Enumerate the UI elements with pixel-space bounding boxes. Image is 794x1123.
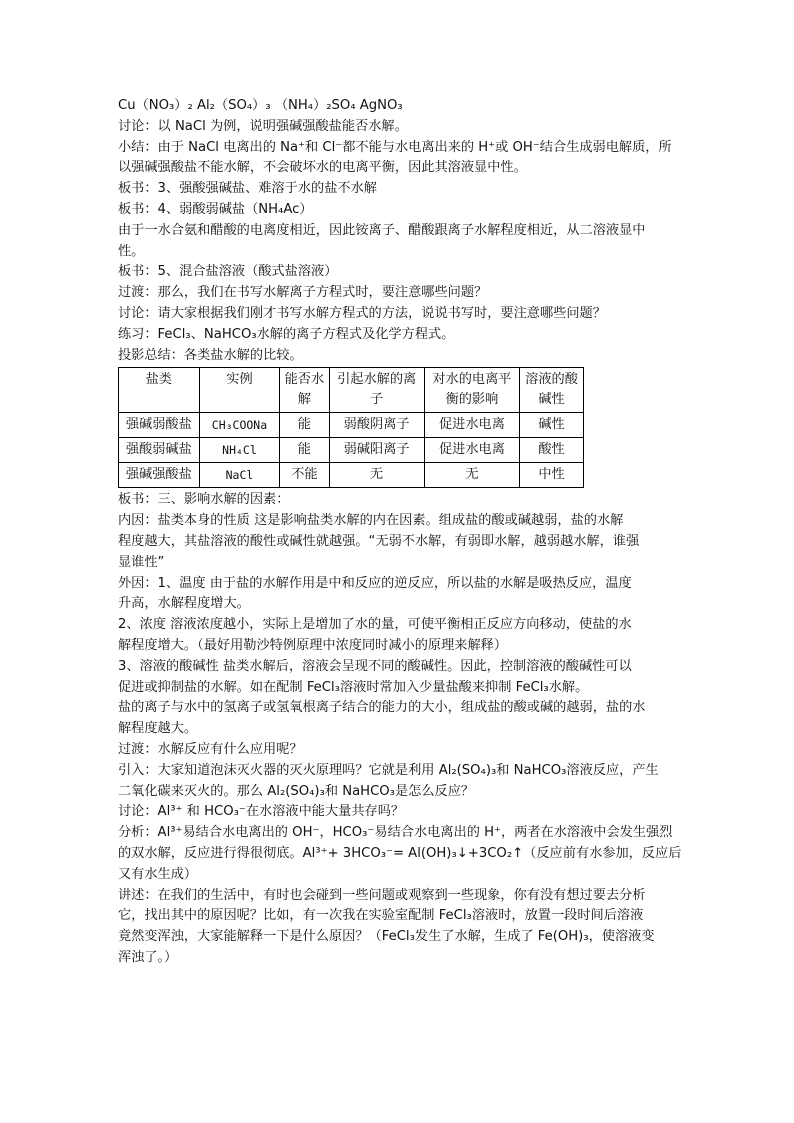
paragraph-line: 二氧化碳来灭火的。那么 Al₂(SO₄)₃和 NaHCO₃是怎么反应？ — [118, 783, 475, 799]
table-cell: 无 — [424, 463, 519, 488]
table-cell: 不能 — [280, 463, 329, 488]
board-note-3: 板书：3、强酸强碱盐、难溶于水的盐不水解 — [118, 181, 377, 197]
salt-list-line: Cu（NO₃）₂ Al₂（SO₄）₃ （NH₄）₂SO₄ AgNO₃ — [118, 98, 403, 113]
table-cell: CH₃COONa — [199, 413, 280, 438]
paragraph-line: 解程度越大。 — [118, 721, 198, 737]
table-cell: NaCl — [199, 463, 280, 488]
paragraph-line: 升高，水解程度增大。 — [118, 596, 250, 612]
introduction-line: 引入：大家知道泡沫灭火器的灭火原理吗？它就是利用 Al₂(SO₄)₃和 NaHCO₃溶液反应，产生 — [118, 762, 659, 778]
table-cell: NH₄Cl — [199, 438, 280, 463]
board-note-5: 板书：5、混合盐溶液（酸式盐溶液） — [118, 264, 338, 280]
board-note-4: 板书：4、弱酸弱碱盐（NH₄Ac） — [118, 201, 313, 217]
table-row — [119, 463, 584, 488]
paragraph-line: 性。 — [118, 243, 145, 259]
external-factor-concentration: 2、浓度 溶液浓度越小，实际上是增加了水的量，可使平衡相正反应方向移动，使盐的水 — [118, 617, 632, 633]
paragraph-line: 它，找出其中的原因呢？比如，有一次我在实验室配制 FeCl₃溶液时，放置一段时间后溶液 — [118, 908, 644, 924]
paragraph-line: 显谁性” — [118, 554, 165, 570]
table-cell: 碱性 — [520, 413, 584, 438]
table-cell: 强碱弱酸盐 — [119, 413, 200, 438]
paragraph-line: 浑浊了。） — [118, 949, 178, 965]
analysis-line: 分析：Al³⁺易结合水电离出的 OH⁻，HCO₃⁻易结合水电离出的 H⁺，两者在水溶液中会发生强烈 — [118, 825, 673, 841]
table-header-cell: 实例 — [199, 368, 280, 413]
table-cell: 能 — [280, 438, 329, 463]
board-note-factors: 板书：三、影响水解的因素： — [118, 492, 290, 508]
paragraph-line: 又有水生成） — [118, 866, 198, 882]
paragraph-line: 程度越大，其盐溶液的酸性或碱性就越强。“无弱不水解，有弱即水解，越弱越水解，谁强 — [118, 533, 640, 549]
table-cell: 弱碱阳离子 — [329, 438, 424, 463]
paragraph-line: 促进或抑制盐的水解。如在配制 FeCl₃溶液时常加入少量盐酸来抑制 FeCl₃水解。 — [118, 679, 589, 695]
table-header-cell: 引起水解的离子 — [329, 368, 424, 413]
narration-line: 讲述：在我们的生活中，有时也会碰到一些问题或观察到一些现象，你有没有想过要去分析 — [118, 887, 646, 903]
discussion-line: 讨论：请大家根据我们刚才书写水解方程式的方法，说说书写时，要注意哪些问题？ — [118, 305, 606, 321]
projection-summary: 投影总结：各类盐水解的比较。 — [118, 347, 303, 363]
table-cell: 弱酸阴离子 — [329, 413, 424, 438]
internal-factor-line: 内因：盐类本身的性质 这是影响盐类水解的内在因素。组成盐的酸或碱越弱，盐的水解 — [118, 513, 624, 529]
table-row — [119, 413, 584, 438]
table-cell: 促进水电离 — [424, 438, 519, 463]
table-cell: 中性 — [520, 463, 584, 488]
table-header-row — [119, 368, 584, 413]
transition-line: 过渡：那么，我们在书写水解离子方程式时，要注意哪些问题？ — [118, 285, 488, 301]
discussion-nacl: 讨论：以 NaCl 为例，说明强碱强酸盐能否水解。 — [118, 118, 408, 134]
summary-line-2: 以强碱强酸盐不能水解，不会破坏水的电离平衡，因此其溶液显中性。 — [118, 160, 527, 176]
table-header-cell: 能否水解 — [280, 368, 329, 413]
paragraph-line: 由于一水合氨和醋酸的电离度相近，因此铵离子、醋酸跟离子水解程度相近，从二溶液显中 — [118, 222, 646, 238]
equation-line: 的双水解，反应进行得很彻底。Al³⁺+ 3HCO₃⁻= Al(OH)₃↓+3CO₂↑（反应前有水参加，反应后 — [118, 845, 682, 861]
table-header-cell: 盐类 — [119, 368, 200, 413]
paragraph-line: 解程度增大。（最好用勒沙特例原理中浓度同时减小的原理来解释） — [118, 637, 508, 653]
salt-hydrolysis-table — [118, 367, 584, 488]
transition-line: 过渡：水解反应有什么应用呢？ — [118, 741, 303, 757]
discussion-line: 讨论：Al³⁺ 和 HCO₃⁻在水溶液中能大量共存吗？ — [118, 804, 405, 820]
exercise-line: 练习：FeCl₃、NaHCO₃水解的离子方程式及化学方程式。 — [118, 326, 455, 342]
table-cell: 无 — [329, 463, 424, 488]
summary-line-1: 小结：由于 NaCl 电离出的 Na⁺和 Cl⁻都不能与水电离出来的 H⁺或 OH⁻结合生成弱电解质，所 — [118, 139, 672, 155]
table-row — [119, 438, 584, 463]
table-cell: 强酸弱碱盐 — [119, 438, 200, 463]
external-factor-temperature: 外因：1、温度 由于盐的水解作用是中和反应的逆反应，所以盐的水解是吸热反应，温度 — [118, 575, 632, 591]
table-header-cell: 对水的电离平衡的影响 — [424, 368, 519, 413]
table-header-cell: 溶液的酸碱性 — [520, 368, 584, 413]
paragraph-line: 盐的离子与水中的氢离子或氢氧根离子结合的能力的大小，组成盐的酸或碱的越弱，盐的水 — [118, 700, 646, 716]
paragraph-line: 竟然变浑浊，大家能解释一下是什么原因？（FeCl₃发生了水解，生成了 Fe(OH)₃，使溶液变 — [118, 929, 655, 945]
document-body — [118, 96, 682, 969]
table-cell: 强碱强酸盐 — [119, 463, 200, 488]
table-cell: 酸性 — [520, 438, 584, 463]
table-cell: 促进水电离 — [424, 413, 519, 438]
external-factor-acidity: 3、溶液的酸碱性 盐类水解后，溶液会呈现不同的酸碱性。因此，控制溶液的酸碱性可以 — [118, 658, 632, 674]
table-cell: 能 — [280, 413, 329, 438]
